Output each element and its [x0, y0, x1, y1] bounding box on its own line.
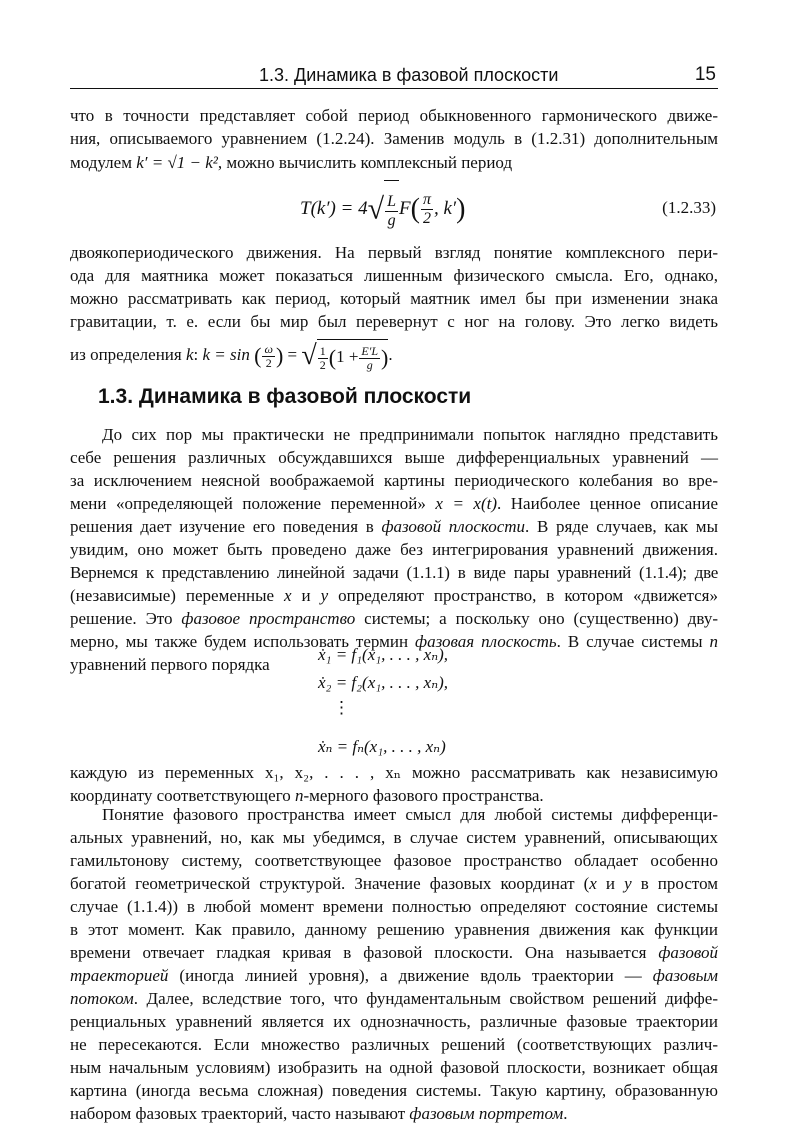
- function-name: F: [399, 197, 411, 219]
- fraction-denominator: 2: [319, 357, 326, 372]
- text-fragment: .: [563, 1104, 568, 1123]
- text-fragment: системы; а поскольку оно (существенно) дву-: [364, 609, 718, 628]
- text-line: картина (иногда весьма сложная) поведения системы. Такую картину, образованную: [70, 1081, 718, 1100]
- text-line: двоякопериодического движения. На первый взгляд понятие комплексного пери-: [70, 243, 718, 262]
- fraction: [359, 345, 380, 372]
- text-fragment: . Наиболее ценное описание: [497, 494, 719, 513]
- equation-lhs: T(k′) = 4: [300, 197, 368, 219]
- emphasis: фазовым портретом: [409, 1104, 564, 1123]
- text-line: [70, 941, 718, 964]
- argument-tail: , k′: [433, 197, 457, 219]
- text-line: в этот момент. Как правило, данному решению уравнения движения как функции: [70, 920, 718, 939]
- text-fragment: мерно, мы также будем использовать термин: [70, 632, 409, 651]
- paren-open: (: [328, 345, 337, 371]
- running-header: [70, 62, 718, 89]
- paren-open: (: [410, 193, 420, 225]
- fraction-numerator: 1: [319, 343, 326, 358]
- text-line: себе решения различных обсуждавшихся выше дифференциальных уравнений —: [70, 448, 718, 467]
- text-line: Вернемся к представлению линейной задачи (1.1.1) в виде пары уравнений (1.1.4); две: [70, 563, 718, 582]
- text-fragment: :: [193, 344, 203, 364]
- math-n: n: [295, 786, 304, 805]
- paragraph-phase-plane: [70, 423, 718, 676]
- paragraph-coordinates: [70, 761, 718, 807]
- text-line: каждую из переменных x₁, x₂, . . . , xₙ можно рассматривать как независимую: [70, 763, 718, 782]
- text-fragment: (иногда линией уровня), а движение вдоль траектории —: [179, 966, 642, 985]
- fraction-denominator: g: [387, 212, 396, 230]
- section-heading: 1.3. Динамика в фазовой плоскости: [98, 385, 472, 408]
- system-equation-n: ẋₙ = fₙ(x₁, . . . , xₙ): [318, 737, 446, 756]
- system-equation-1: ẋ₁ = f₁(x₁, . . . , xₙ),: [318, 645, 449, 664]
- emphasis: фазовая плоскость: [415, 632, 557, 651]
- text-line: [70, 872, 718, 895]
- text-fragment: набором фазовых траекторий, часто называют: [70, 1104, 406, 1123]
- emphasis: фазовым: [652, 966, 719, 985]
- text-fragment: 1 +: [336, 347, 359, 366]
- text-line: [70, 150, 718, 176]
- text-fragment: . Далее, вследствие того, что фундаментальным свойством решений диффе-: [133, 989, 718, 1008]
- math-x: x: [284, 586, 292, 605]
- math-y: y: [624, 874, 632, 893]
- math-n: n: [709, 632, 719, 651]
- text-line: гравитации, т. е. если бы мир был перевернут с ног на голову. Это легко видеть: [70, 312, 718, 331]
- fraction: [421, 191, 433, 228]
- paragraph-phase-space: [70, 803, 718, 1125]
- text-line: До сих пор мы практически не предпринимали попыток наглядно представить: [102, 425, 718, 444]
- text-line: [70, 987, 718, 1010]
- emphasis: потоком: [70, 989, 134, 1008]
- text-line: не пересекаются. Если множество различных решений (соответствующих различ-: [70, 1035, 718, 1054]
- paragraph-period: [70, 241, 718, 372]
- math-inline: k′ = √1 − k²: [136, 153, 218, 172]
- fraction-numerator: L: [387, 193, 397, 211]
- emphasis: траекторией: [70, 966, 169, 985]
- text-fragment: времени отвечает гладкая кривая в фазовой плоскости. Она называется: [70, 943, 647, 962]
- emphasis: фазовой плоскости: [381, 517, 526, 536]
- vertical-ellipsis: ⋮: [333, 698, 350, 717]
- equation-1-2-33: [70, 180, 718, 236]
- system-equation-2: ẋ₂ = f₂(x₁, . . . , xₙ),: [318, 673, 449, 692]
- sqrt-sign: √: [301, 340, 317, 372]
- fraction-denominator: 2: [265, 355, 272, 370]
- text-line: ния, описываемого уравнением (1.2.24). Заменив модуль в (1.2.31) дополнительным: [70, 129, 718, 148]
- text-fragment: модулем: [70, 153, 132, 172]
- text-fragment: в простом: [640, 874, 719, 893]
- page-number: 15: [694, 64, 716, 85]
- paren-close: ): [275, 343, 284, 369]
- fraction-numerator: ω: [264, 341, 273, 356]
- fraction-denominator: 2: [422, 210, 431, 227]
- text-line: [70, 584, 718, 607]
- text-fragment: богатой геометрической структурой. Значение фазовых координат (: [70, 874, 590, 893]
- sqrt-body: [317, 339, 389, 373]
- text-fragment: мени «определяющей положение переменной»: [70, 494, 426, 513]
- fraction: [318, 345, 328, 372]
- text-line: гамильтонову систему, соответствующее фазовое пространство обладает особенно: [70, 851, 718, 870]
- text-fragment: =: [283, 344, 302, 364]
- text-fragment: .: [388, 344, 393, 364]
- definition-line: [70, 339, 718, 372]
- fraction: [262, 343, 274, 370]
- fraction-denominator: g: [366, 357, 373, 372]
- text-line: за исключением неясной воображаемой картины периодического колебания во вре-: [70, 471, 718, 490]
- text-line: случае (1.1.4)) в любой момент времени полностью определяют состояние системы: [70, 897, 718, 916]
- fraction-numerator: π: [422, 191, 431, 208]
- running-header-title: 1.3. Динамика в фазовой плоскости: [259, 65, 559, 85]
- fraction-numerator: E′L: [361, 343, 379, 358]
- text-line: увидим, оно может быть проведено даже без интегрирования уравнений движения.: [70, 540, 718, 559]
- text-fragment: -мерного фазового пространства.: [303, 786, 544, 805]
- text-line: альных уравнений, но, как мы убедимся, в случае систем уравнений, описывающих: [70, 828, 718, 847]
- math-inline: x = x(t): [435, 494, 498, 513]
- text-line: [70, 492, 718, 515]
- text-fragment: , можно вычислить комплексный период: [217, 153, 513, 172]
- sqrt-body: [384, 180, 399, 239]
- emphasis: фазовой: [658, 943, 718, 962]
- text-line: ода для маятника может показаться лишенным физического смысла. Его, однако,: [70, 266, 718, 285]
- text-fragment: (независимые) переменные: [70, 586, 275, 605]
- math-inline: k = sin: [202, 344, 250, 364]
- equation-body: [300, 180, 465, 239]
- text-line: [70, 1102, 718, 1125]
- text-fragment: . В случае системы: [556, 632, 703, 651]
- emphasis: фазовое пространство: [181, 609, 356, 628]
- text-fragment: и: [301, 586, 311, 605]
- text-line: можно рассматривать как период, который маятник имел бы при изменении знака: [70, 289, 718, 308]
- math-y: y: [320, 586, 329, 605]
- text-line: [70, 515, 718, 538]
- text-fragment: . В ряде случаев, как мы: [525, 517, 718, 536]
- text-fragment: из определения: [70, 344, 182, 364]
- intro-paragraph: [70, 104, 718, 176]
- text-line: уравнений первого порядка: [70, 655, 270, 674]
- text-fragment: решения дает изучение его поведения в: [70, 517, 374, 536]
- text-line: [70, 607, 718, 630]
- equation-number: (1.2.33): [662, 198, 716, 217]
- sqrt-sign: √: [367, 192, 385, 226]
- text-line: [70, 964, 718, 987]
- text-fragment: определяют пространство, в котором «движется»: [338, 586, 718, 605]
- text-line: ренциальных уравнений является их однозначность, различные фазовые траектории: [70, 1012, 718, 1031]
- text-fragment: координату соответствующего: [70, 786, 291, 805]
- text-fragment: решение. Это: [70, 609, 173, 628]
- paren-close: ): [381, 345, 389, 371]
- fraction: [385, 193, 398, 230]
- paren-close: ): [456, 193, 466, 225]
- text-fragment: и: [605, 874, 615, 893]
- math-x: x: [589, 874, 597, 893]
- text-line: что в точности представляет собой период обыкновенного гармонического движе-: [70, 106, 718, 125]
- paren-open: (: [254, 343, 262, 369]
- text-line: ным начальным условиям) изобразить на одной фазовой плоскости, возникает общая: [70, 1058, 718, 1077]
- text-line: Понятие фазового пространства имеет смысл для любой системы дифференци-: [102, 805, 718, 824]
- math-k: k: [185, 344, 194, 364]
